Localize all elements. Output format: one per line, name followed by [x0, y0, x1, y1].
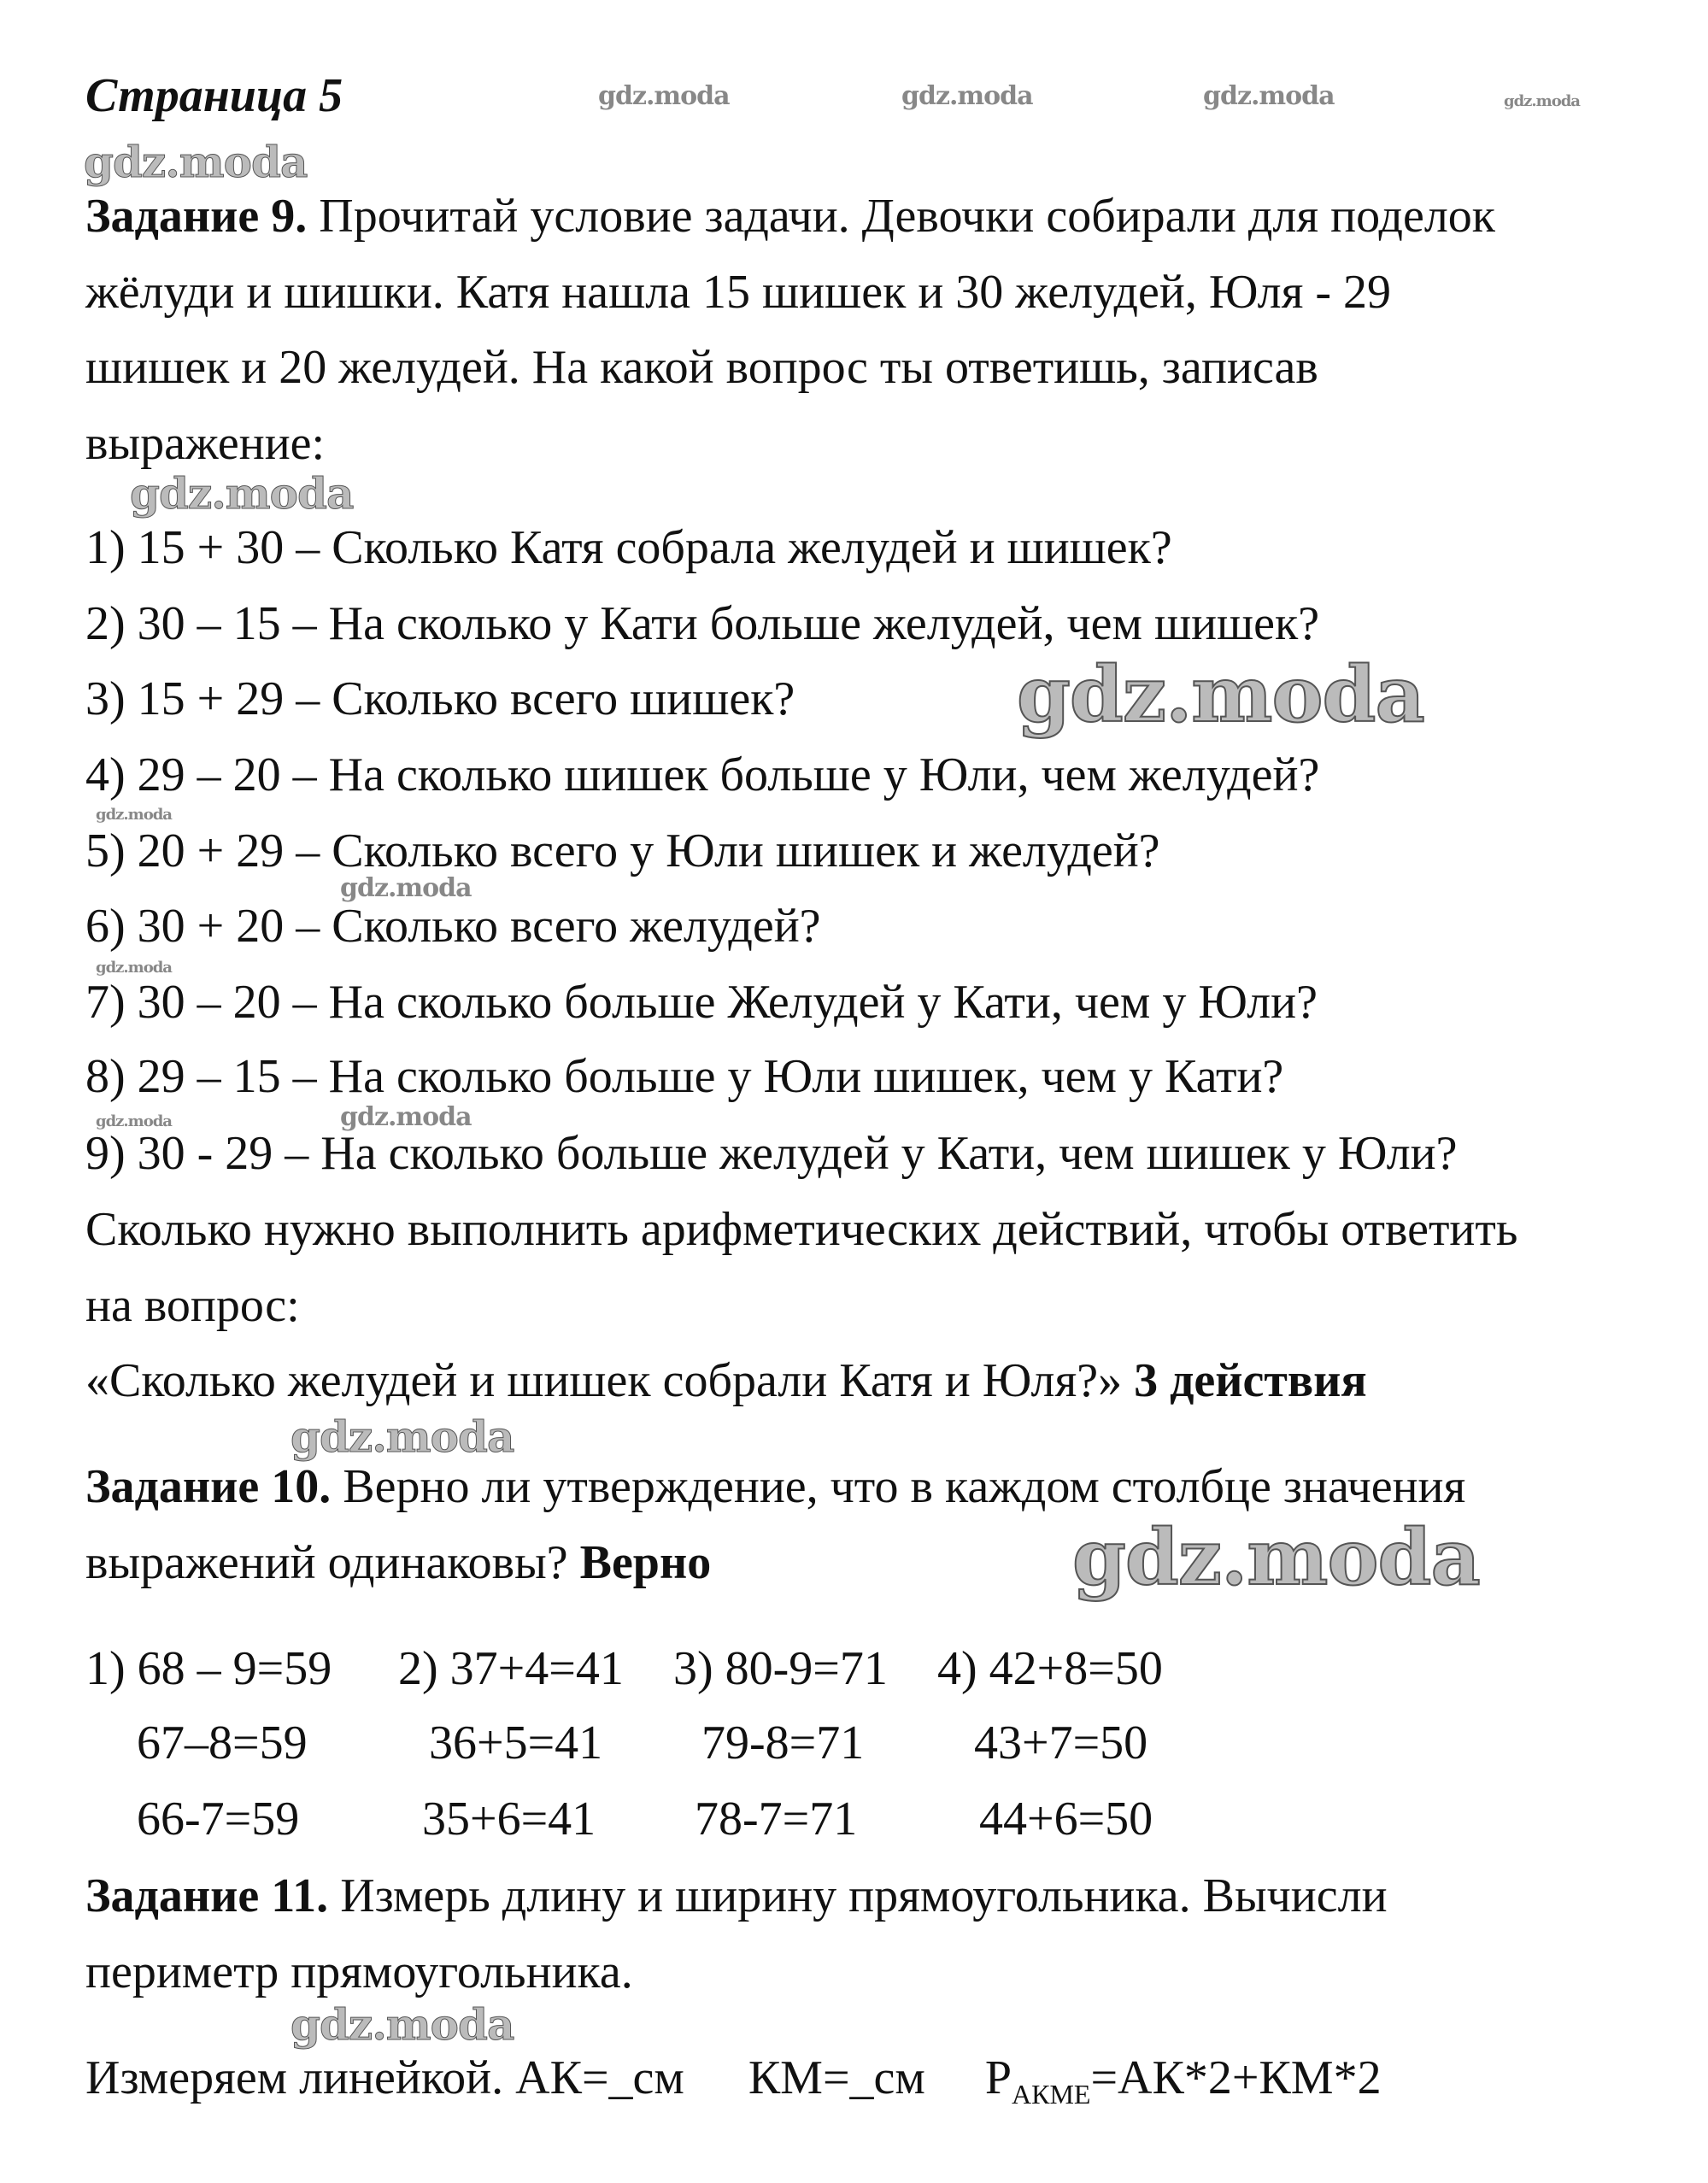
- task10-answer: Верно: [579, 1536, 712, 1589]
- task9-item: 3) 15 + 29 – Сколько всего шишек?: [85, 672, 795, 725]
- task9-item: 2) 30 – 15 – На сколько у Кати больше желудей, чем шишек?: [85, 597, 1320, 650]
- watermark: gdz.moda: [1072, 1512, 1480, 1603]
- task9-text: Прочитай условие задачи. Девочки собирали для поделок: [307, 190, 1495, 243]
- equation: 43+7=50: [974, 1716, 1148, 1769]
- task9-item: 5) 20 + 29 – Сколько всего у Юли шишек и желудей?: [85, 824, 1160, 877]
- task11-line: [85, 1869, 1388, 1923]
- watermark: gdz.moda: [130, 468, 354, 519]
- perimeter-formula: =АК*2+КМ*2: [1090, 2051, 1382, 2104]
- perimeter-subscript: АКМЕ: [1012, 2079, 1091, 2110]
- task10-label: Задание 10.: [85, 1460, 332, 1513]
- measure-ak: Измеряем линейкой. АК=_см: [85, 2051, 684, 2104]
- watermark: gdz.moda: [1017, 649, 1424, 740]
- equation: 4) 42+8=50: [937, 1642, 1163, 1695]
- task9-item: 9) 30 - 29 – На сколько больше желудей у Кати, чем шишек у Юли?: [85, 1127, 1458, 1180]
- equation: 3) 80-9=71: [673, 1642, 888, 1695]
- watermark: gdz.moda: [1203, 81, 1335, 111]
- task9-label: Задание 9.: [85, 190, 308, 243]
- watermark: gdz.moda: [291, 1999, 514, 2050]
- task9-item: 1) 15 + 30 – Сколько Катя собрала желудей и шишек?: [85, 521, 1172, 574]
- task9-question-line: Сколько нужно выполнить арифметических действий, чтобы ответить: [85, 1203, 1518, 1256]
- equation: 66-7=59: [137, 1793, 300, 1846]
- measure-km: КМ=_см: [748, 2051, 925, 2104]
- perimeter-p: P: [984, 2051, 1012, 2104]
- task11-text: Измерь длину и ширину прямоугольника. Вычисли: [328, 1869, 1388, 1922]
- equation: 2) 37+4=41: [398, 1642, 624, 1695]
- task10-text: выражений одинаковы?: [85, 1536, 580, 1589]
- task9-question-line: на вопрос:: [85, 1279, 300, 1332]
- watermark: gdz.moda: [1504, 92, 1580, 110]
- task9-item: 8) 29 – 15 – На сколько больше у Юли шишек, чем у Кати?: [85, 1050, 1284, 1103]
- task10-line: [85, 1459, 1465, 1514]
- task9-line: жёлуди и шишки. Катя нашла 15 шишек и 30 желудей, Юля - 29: [85, 266, 1391, 319]
- task11-line: периметр прямоугольника.: [85, 1945, 633, 1998]
- task11-label: Задание 11.: [85, 1869, 329, 1922]
- task9-item: 6) 30 + 20 – Сколько всего желудей?: [85, 900, 821, 953]
- equation: 35+6=41: [422, 1793, 596, 1846]
- watermark: gdz.moda: [340, 1102, 472, 1132]
- equation: 67–8=59: [137, 1716, 308, 1769]
- task9-line: выражение:: [85, 417, 326, 470]
- watermark: gdz.moda: [291, 1411, 514, 1462]
- task9-answer: 3 действия: [1134, 1354, 1367, 1407]
- page-title: Страница 5: [85, 69, 343, 122]
- watermark: gdz.moda: [340, 873, 472, 903]
- task11-measure: [85, 2051, 1382, 2121]
- equation: 36+5=41: [429, 1716, 603, 1769]
- equation: 44+6=50: [979, 1793, 1153, 1846]
- task9-question: [85, 1353, 1367, 1408]
- watermark: gdz.moda: [598, 81, 730, 111]
- task9-item: 7) 30 – 20 – На сколько больше Желудей у Кати, чем у Юли?: [85, 976, 1318, 1029]
- watermark: gdz.moda: [96, 1112, 172, 1130]
- watermark: gdz.moda: [96, 806, 172, 824]
- task9-line: [85, 189, 1495, 244]
- equation: 79-8=71: [701, 1716, 865, 1769]
- watermark: gdz.moda: [96, 959, 172, 977]
- task10-text: Верно ли утверждение, что в каждом столбце значения: [331, 1460, 1466, 1513]
- watermark: gdz.moda: [901, 81, 1033, 111]
- question-text: «Сколько желудей и шишек собрали Катя и Юля?»: [85, 1354, 1135, 1407]
- task9-line: шишек и 20 желудей. На какой вопрос ты ответишь, записав: [85, 341, 1318, 394]
- equation: 78-7=71: [695, 1793, 858, 1846]
- task9-item: 4) 29 – 20 – На сколько шишек больше у Юли, чем желудей?: [85, 748, 1320, 801]
- equation: 1) 68 – 9=59: [85, 1642, 332, 1695]
- task10-line: [85, 1535, 711, 1590]
- watermark: gdz.moda: [84, 137, 308, 187]
